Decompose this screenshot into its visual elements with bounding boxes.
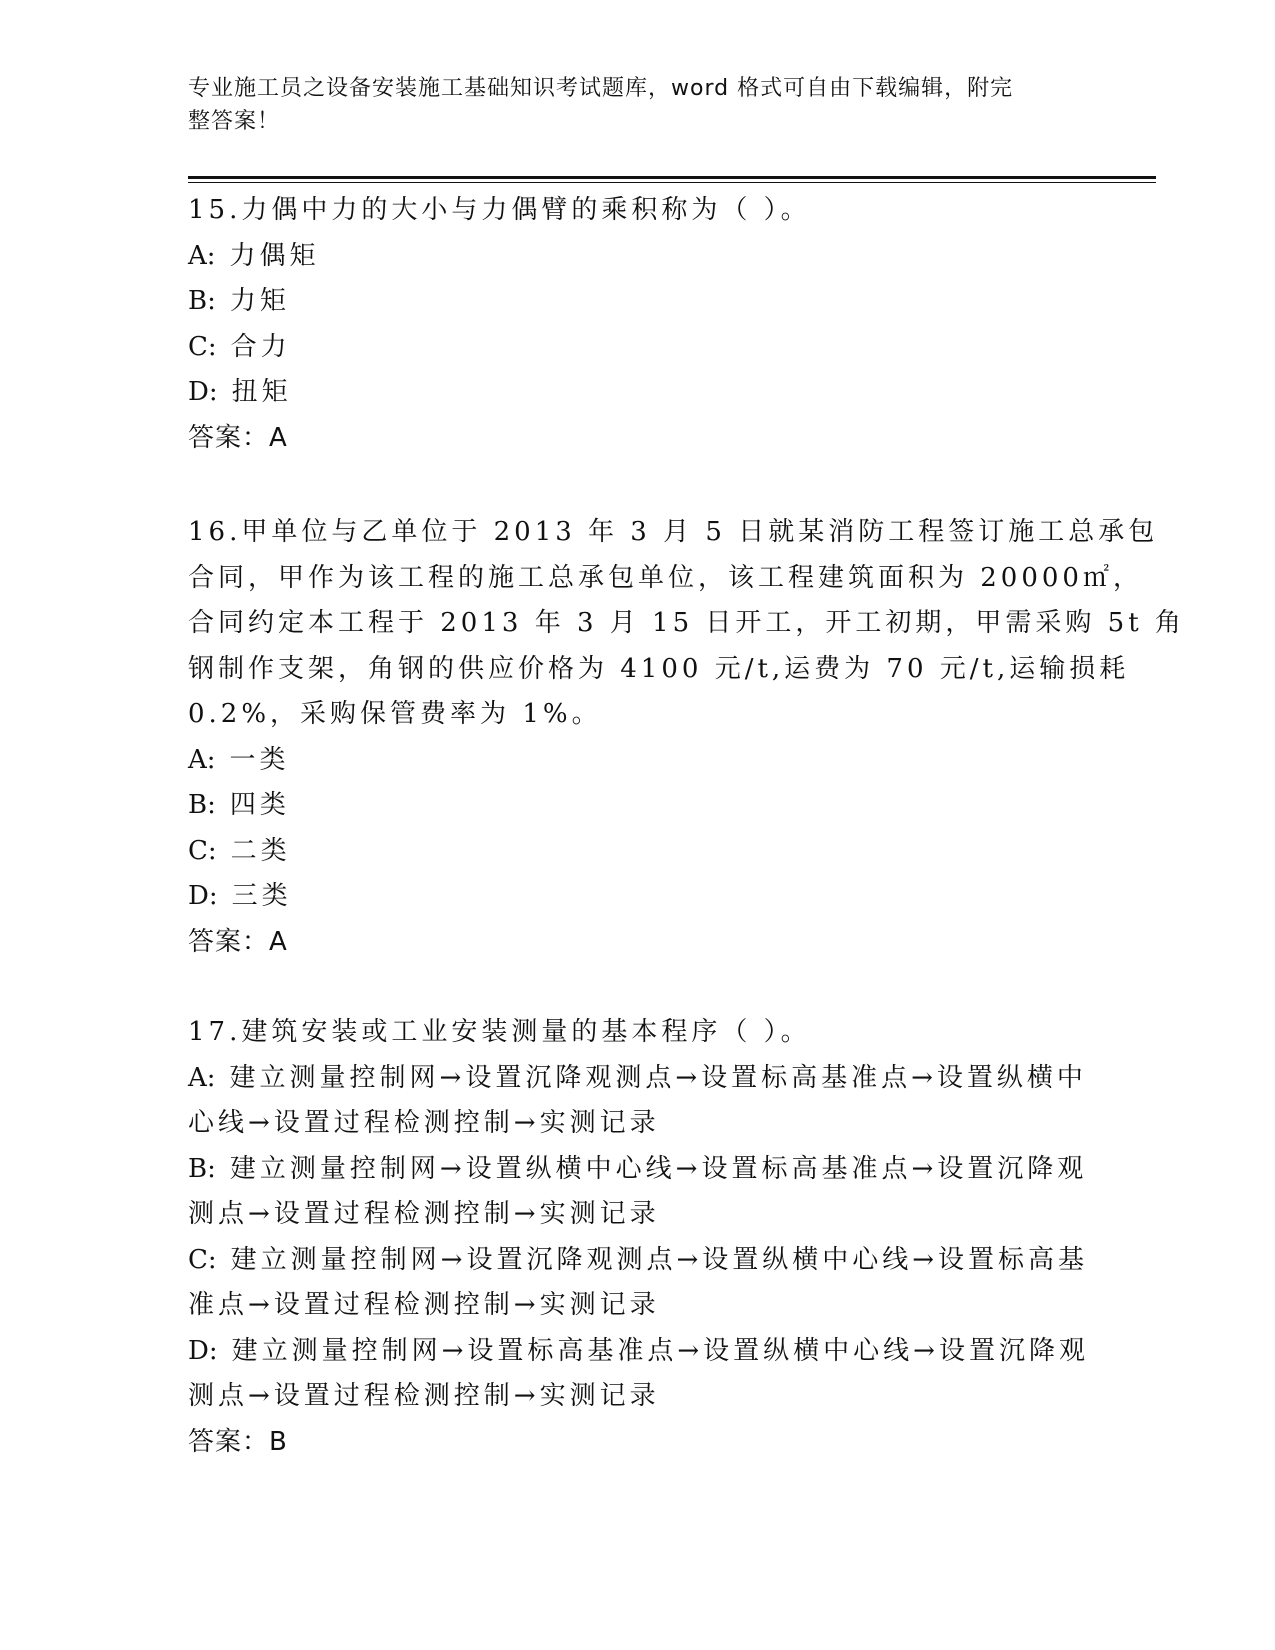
option-text: 二类 — [230, 835, 291, 866]
option-label: B: — [188, 286, 216, 316]
option-text: 力矩 — [229, 286, 290, 316]
stem-line: 15.力偶中力的大小与力偶臂的乘积称为（ ）。 — [188, 195, 811, 225]
question-stem — [188, 1010, 1088, 1056]
stem-line: 合同，甲作为该工程的施工总承包单位，该工程建筑面积为 20000㎡， — [188, 562, 1143, 593]
stem-line: 16.甲单位与乙单位于 2013 年 3 月 5 日就某消防工程签订施工总承包 — [188, 517, 1159, 547]
option-b — [188, 279, 1088, 325]
header-divider — [188, 176, 1156, 179]
option-label: C: — [188, 1244, 217, 1275]
question-16 — [188, 510, 1185, 965]
option-label: B: — [188, 1153, 216, 1184]
option-text: 建立测量控制网→设置标高基准点→设置纵横中心线→设置沉降观 — [231, 1335, 1089, 1366]
option-text: 力偶矩 — [229, 240, 320, 271]
option-text: 建立测量控制网→设置纵横中心线→设置标高基准点→设置沉降观 — [229, 1153, 1088, 1184]
stem-line: 合同约定本工程于 2013 年 3 月 15 日开工，开工初期，甲需采购 5t 角 — [188, 608, 1185, 638]
question-stem — [188, 510, 1185, 738]
option-c — [188, 1238, 1088, 1329]
option-a — [188, 234, 1088, 280]
option-label: A: — [188, 1062, 216, 1093]
option-text-continued: 准点→设置过程检测控制→实测记录 — [188, 1290, 660, 1320]
option-d — [188, 1329, 1088, 1420]
option-text: 扭矩 — [231, 377, 292, 407]
answer-line: 答案：A — [188, 926, 288, 957]
question-stem — [188, 188, 1088, 234]
option-text: 建立测量控制网→设置沉降观测点→设置标高基准点→设置纵横中 — [229, 1062, 1087, 1093]
question-17 — [188, 1010, 1088, 1465]
option-label: C: — [188, 331, 217, 362]
option-label: C: — [188, 835, 217, 866]
option-label: A: — [188, 744, 216, 775]
option-text-continued: 测点→设置过程检测控制→实测记录 — [188, 1381, 660, 1411]
stem-line: 0.2%，采购保管费率为 1%。 — [188, 699, 602, 729]
option-text: 四类 — [229, 790, 290, 820]
option-b — [188, 783, 1088, 829]
option-text: 三类 — [231, 881, 292, 911]
answer-line: 答案：A — [188, 422, 288, 453]
question-15 — [188, 188, 1088, 461]
option-a — [188, 738, 1088, 784]
option-text: 合力 — [230, 331, 291, 362]
option-label: B: — [188, 790, 216, 820]
option-text: 一类 — [229, 744, 290, 775]
document-header — [188, 72, 1088, 138]
option-c — [188, 325, 1088, 371]
stem-line: 钢制作支架，角钢的供应价格为 4100 元/t,运费为 70 元/t,运输损耗 — [188, 653, 1130, 684]
answer-line: 答案：B — [188, 1426, 288, 1457]
option-text: 建立测量控制网→设置沉降观测点→设置纵横中心线→设置标高基 — [230, 1244, 1089, 1275]
header-divider-thin — [188, 182, 1156, 183]
option-c — [188, 829, 1088, 875]
option-b — [188, 1147, 1088, 1238]
option-label: D: — [188, 1335, 218, 1366]
option-text-continued: 心线→设置过程检测控制→实测记录 — [188, 1108, 660, 1138]
option-a — [188, 1056, 1088, 1147]
option-d — [188, 874, 1088, 920]
option-label: D: — [188, 377, 218, 407]
option-label: A: — [188, 240, 216, 271]
option-text-continued: 测点→设置过程检测控制→实测记录 — [188, 1199, 660, 1229]
header-line: 专业施工员之设备安装施工基础知识考试题库，word 格式可自由下载编辑，附完 — [188, 76, 1014, 101]
header-line: 整答案！ — [188, 109, 281, 134]
option-label: D: — [188, 881, 218, 911]
stem-line: 17.建筑安装或工业安装测量的基本程序（ ）。 — [188, 1017, 811, 1047]
option-d — [188, 370, 1088, 416]
